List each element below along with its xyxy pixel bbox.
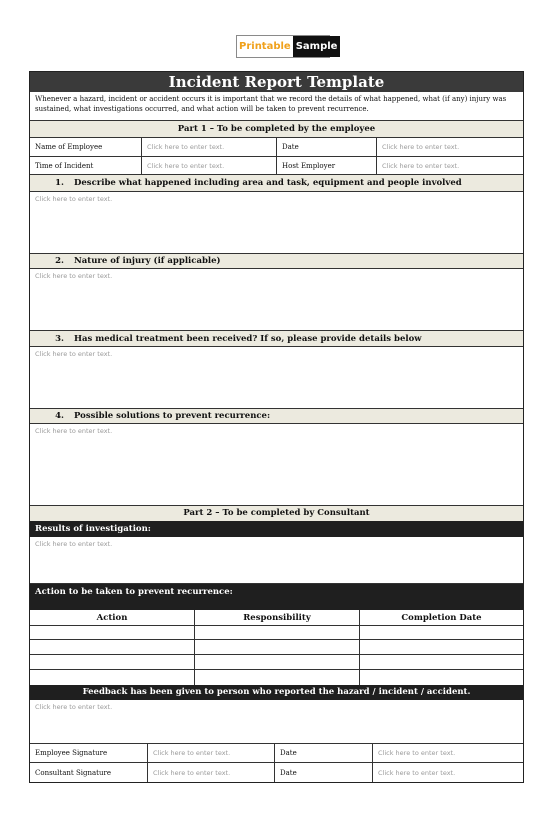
employee-date-field[interactable] bbox=[373, 744, 523, 762]
employee-signature-row bbox=[30, 744, 523, 763]
what-happened-field[interactable] bbox=[30, 192, 523, 254]
part1-heading: Part 1 – To be completed by the employee bbox=[30, 121, 523, 138]
action-cell[interactable] bbox=[30, 655, 195, 669]
column-header-action: Action bbox=[30, 610, 195, 625]
placeholder-text: Click here to enter text. bbox=[35, 350, 113, 358]
part2-heading: Part 2 – To be completed by Consultant bbox=[30, 506, 523, 521]
results-of-investigation-field[interactable] bbox=[30, 537, 523, 584]
consultant-date-field[interactable] bbox=[373, 763, 523, 782]
completion-date-cell[interactable] bbox=[360, 670, 523, 685]
results-of-investigation-label: Results of investigation: bbox=[30, 521, 523, 537]
table-row bbox=[30, 670, 523, 685]
time-of-incident-field[interactable] bbox=[142, 157, 277, 174]
logo-text-sample: Sample bbox=[293, 36, 341, 57]
section-4-heading bbox=[30, 409, 523, 424]
host-employer-field[interactable] bbox=[377, 157, 523, 174]
placeholder-text: Click here to enter text. bbox=[35, 540, 113, 548]
placeholder-text: Click here to enter text. bbox=[153, 768, 231, 777]
section-label: Has medical treatment been received? If so, please provide details below bbox=[74, 334, 422, 344]
employee-signature-label: Employee Signature bbox=[30, 744, 148, 762]
column-header-completion-date: Completion Date bbox=[401, 612, 482, 623]
placeholder-text: Click here to enter text. bbox=[35, 272, 113, 280]
section-number: 4. bbox=[55, 411, 64, 421]
time-of-incident-label: Time of Incident bbox=[30, 157, 142, 174]
section-1-heading bbox=[30, 175, 523, 192]
table-row bbox=[30, 626, 523, 640]
action-cell[interactable] bbox=[30, 670, 195, 685]
time-host-row bbox=[30, 157, 523, 175]
date-label: Date bbox=[277, 138, 377, 156]
placeholder-text: Click here to enter text. bbox=[147, 161, 225, 170]
name-of-employee-label: Name of Employee bbox=[30, 138, 142, 156]
employee-signature-field[interactable] bbox=[148, 744, 275, 762]
action-table-header bbox=[30, 610, 523, 626]
host-employer-label: Host Employer bbox=[277, 157, 377, 174]
consultant-signature-field[interactable] bbox=[148, 763, 275, 782]
section-2-heading bbox=[30, 254, 523, 269]
form-title: Incident Report Template bbox=[30, 72, 523, 92]
action-cell[interactable] bbox=[30, 626, 195, 639]
section-label: Describe what happened including area and task, equipment and people involved bbox=[74, 178, 462, 188]
consultant-signature-row bbox=[30, 763, 523, 782]
responsibility-cell[interactable] bbox=[195, 640, 360, 654]
section-3-heading bbox=[30, 331, 523, 347]
placeholder-text: Click here to enter text. bbox=[382, 161, 460, 170]
placeholder-text: Click here to enter text. bbox=[378, 768, 456, 777]
table-row bbox=[30, 655, 523, 670]
responsibility-cell[interactable] bbox=[195, 626, 360, 639]
possible-solutions-field[interactable] bbox=[30, 424, 523, 506]
employee-info-row bbox=[30, 138, 523, 157]
placeholder-text: Click here to enter text. bbox=[35, 427, 113, 435]
logo-text-printable: Printable bbox=[237, 36, 293, 57]
completion-date-cell[interactable] bbox=[360, 626, 523, 639]
date-field[interactable] bbox=[377, 138, 523, 156]
feedback-label: Feedback has been given to person who reported the hazard / incident / accident. bbox=[30, 685, 523, 700]
section-label: Nature of injury (if applicable) bbox=[74, 256, 221, 266]
action-to-prevent-label: Action to be taken to prevent recurrence: bbox=[30, 584, 523, 610]
completion-date-cell[interactable] bbox=[360, 640, 523, 654]
placeholder-text: Click here to enter text. bbox=[378, 749, 456, 757]
action-cell[interactable] bbox=[30, 640, 195, 654]
printable-sample-logo bbox=[236, 35, 338, 58]
consultant-date-label: Date bbox=[275, 763, 373, 782]
incident-report-form bbox=[29, 71, 524, 783]
name-of-employee-field[interactable] bbox=[142, 138, 277, 156]
responsibility-cell[interactable] bbox=[195, 670, 360, 685]
completion-date-cell[interactable] bbox=[360, 655, 523, 669]
section-number: 2. bbox=[55, 256, 64, 266]
placeholder-text: Click here to enter text. bbox=[153, 749, 231, 757]
section-number: 1. bbox=[55, 178, 64, 188]
column-header-responsibility: Responsibility bbox=[195, 610, 360, 625]
placeholder-text: Click here to enter text. bbox=[35, 195, 113, 203]
intro-text: Whenever a hazard, incident or accident occurs it is important that we record the details of what happened, what (if any) injury was sustained, what investigations occurred, and what action will be taken to prevent recurrence. bbox=[30, 92, 523, 121]
placeholder-text: Click here to enter text. bbox=[147, 143, 225, 151]
feedback-field[interactable] bbox=[30, 700, 523, 744]
employee-date-label: Date bbox=[275, 744, 373, 762]
section-label: Possible solutions to prevent recurrence: bbox=[74, 411, 271, 421]
medical-treatment-field[interactable] bbox=[30, 347, 523, 409]
consultant-signature-label: Consultant Signature bbox=[30, 763, 148, 782]
table-row bbox=[30, 640, 523, 655]
placeholder-text: Click here to enter text. bbox=[382, 143, 460, 151]
placeholder-text: Click here to enter text. bbox=[35, 703, 113, 711]
nature-of-injury-field[interactable] bbox=[30, 269, 523, 331]
section-number: 3. bbox=[55, 334, 64, 344]
responsibility-cell[interactable] bbox=[195, 655, 360, 669]
